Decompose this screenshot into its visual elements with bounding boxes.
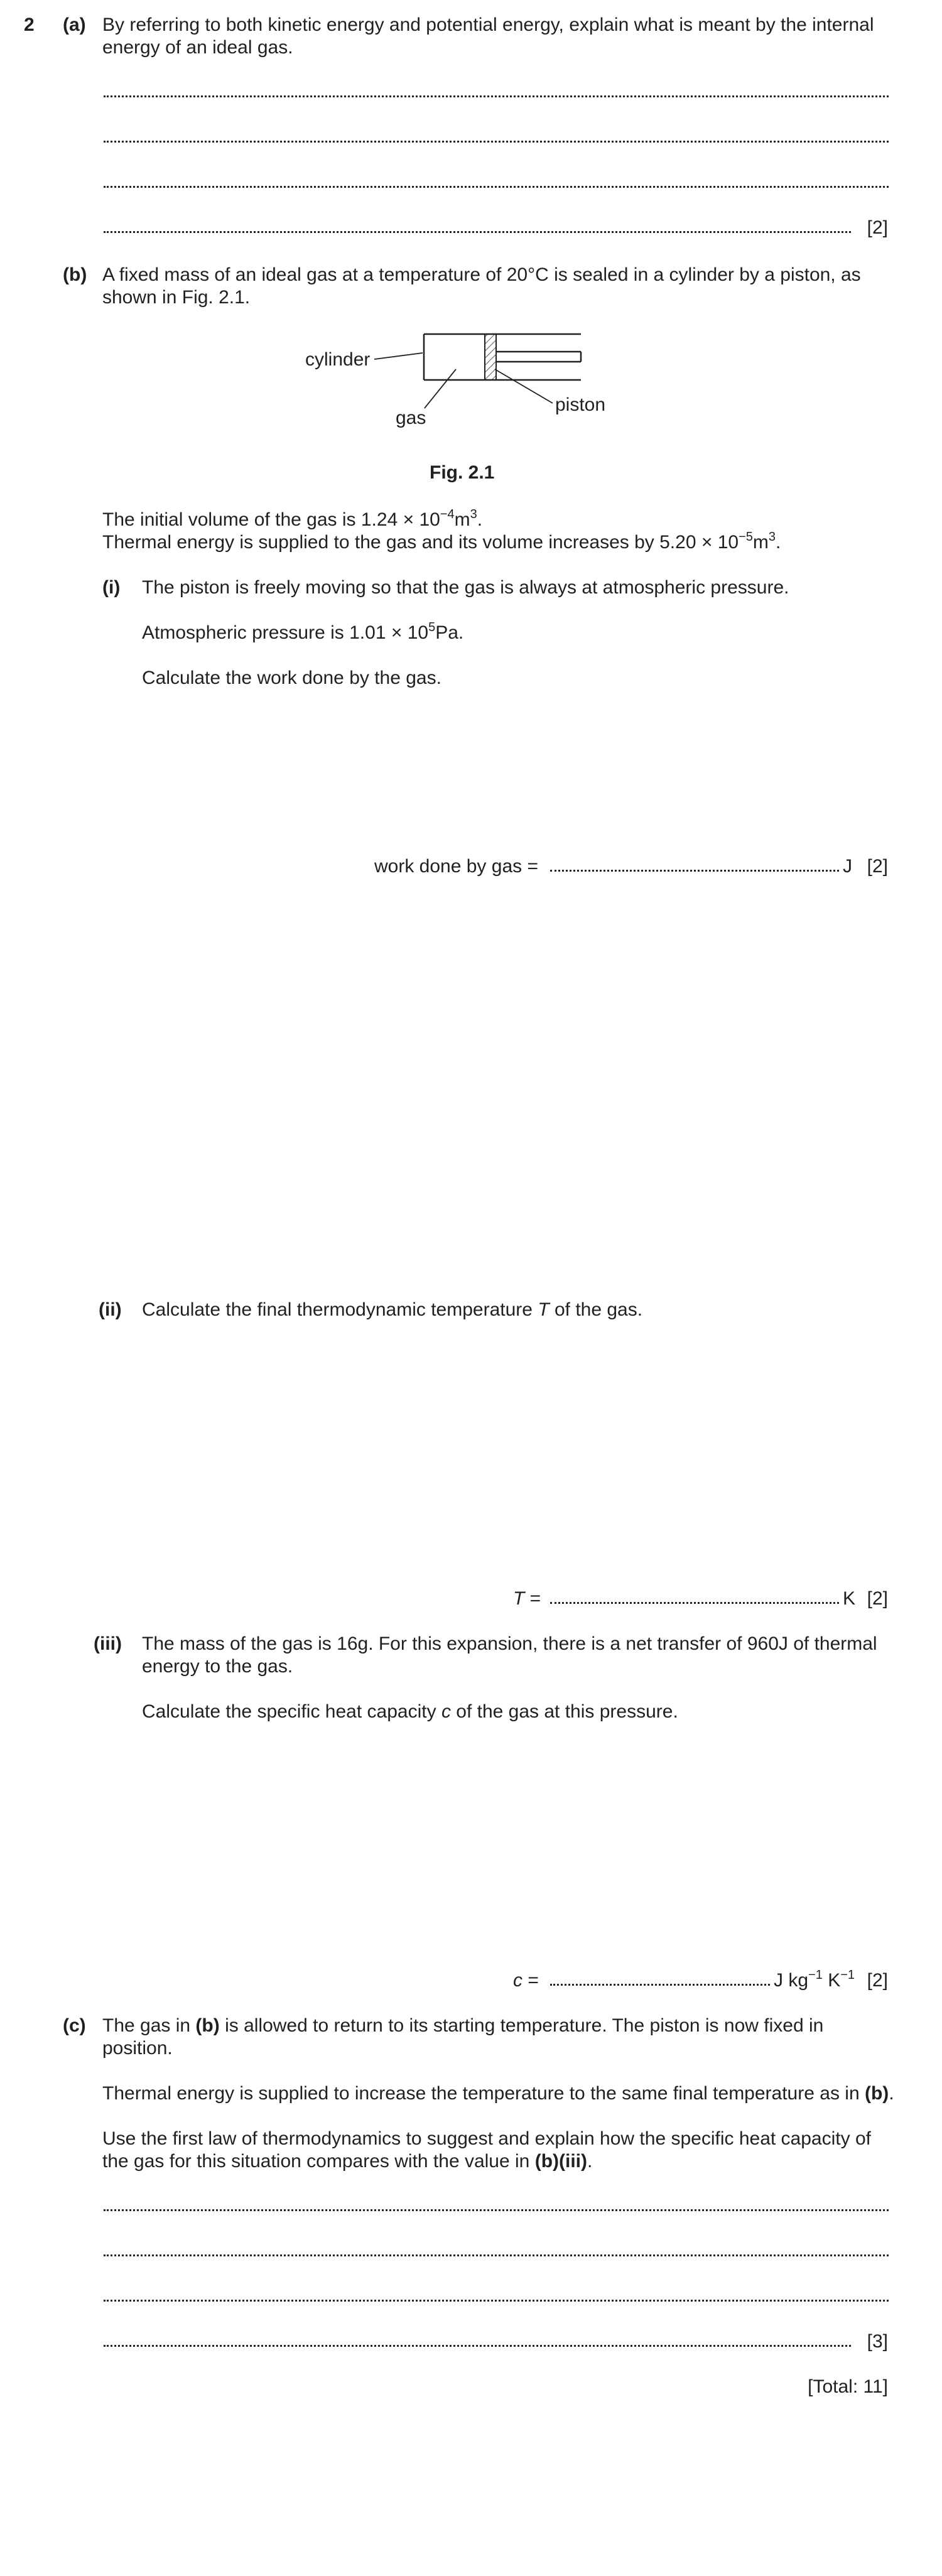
- answer-line-a4[interactable]: [104, 231, 851, 233]
- answer-line-c3[interactable]: [104, 2300, 889, 2302]
- answer-line-c4[interactable]: [104, 2345, 851, 2347]
- figure-caption: Fig. 2.1: [430, 462, 495, 483]
- answer-line-c2[interactable]: [104, 2254, 889, 2256]
- sub-iii-answer-line[interactable]: [550, 1984, 770, 1986]
- sub-iii-calc-text: Calculate the specific heat capacity c of the gas at this pressure.: [142, 1701, 678, 1722]
- answer-line-c1[interactable]: [104, 2209, 889, 2211]
- part-a-text-line2: energy of an ideal gas.: [102, 37, 293, 58]
- part-c-para2: Thermal energy is supplied to increase the temperature to the same final temperature as in (b).: [102, 2083, 894, 2104]
- question-number: 2: [24, 14, 35, 35]
- answer-line-a1[interactable]: [104, 95, 889, 97]
- sub-ii-answer-line[interactable]: [550, 1602, 839, 1604]
- answer-line-a2[interactable]: [104, 141, 889, 143]
- label-gas: gas: [396, 408, 426, 428]
- sub-iii-label: (iii): [94, 1633, 122, 1654]
- volume-increase-text: Thermal energy is supplied to the gas and its volume increases by $5.20 \times 10^{-5}m^3$.: [102, 530, 781, 553]
- fig-2-1-diagram: [289, 327, 628, 440]
- sub-iii-answer-label: c =: [513, 1970, 539, 1991]
- answer-line-a3[interactable]: [104, 186, 889, 188]
- sub-i-text3: Calculate the work done by the gas.: [142, 668, 441, 688]
- sub-i-marks: [2]: [867, 856, 888, 877]
- part-c-label: (c): [63, 2015, 86, 2036]
- label-cylinder: cylinder: [305, 349, 371, 370]
- part-c-line1: The gas in (b) is allowed to return to its starting temperature. The piston is now fixed in: [102, 2015, 824, 2036]
- part-a-marks: [2]: [867, 217, 888, 238]
- piston-head: [485, 334, 496, 380]
- sub-i-answer-label: work done by gas =: [374, 856, 538, 877]
- part-b-text-line1: A fixed mass of an ideal gas at a temperature of 20°C is sealed in a cylinder by a piston, as: [102, 264, 861, 285]
- sub-i-label: (i): [102, 577, 121, 598]
- sub-iii-answer-unit: J $kg^{-1}$ $K^{-1}$: [774, 1968, 855, 1991]
- part-c-para3-line2: the gas for this situation compares with the value in (b)(iii).: [102, 2151, 593, 2172]
- part-b-text-line2: shown in Fig. 2.1.: [102, 287, 251, 308]
- cylinder-leader-line: [374, 353, 423, 359]
- part-b-label: (b): [63, 264, 87, 285]
- sub-i-pressure: Atmospheric pressure is $1.01 \times 10^5Pa$.: [142, 620, 464, 643]
- part-c-para3-line1: Use the first law of thermodynamics to suggest and explain how the specific heat capacity of: [102, 2128, 871, 2149]
- label-piston: piston: [555, 394, 606, 415]
- sub-ii-answer-unit: K: [843, 1588, 856, 1609]
- sub-iii-text-line2: energy to the gas.: [142, 1656, 293, 1677]
- sub-ii-answer-label: T =: [513, 1588, 541, 1609]
- piston-rod: [496, 352, 581, 362]
- sub-iii-marks: [2]: [867, 1970, 888, 1991]
- sub-ii-text: Calculate the final thermodynamic temperature T of the gas.: [142, 1299, 643, 1320]
- piston-leader-line: [495, 369, 553, 403]
- sub-ii-label: (ii): [99, 1299, 122, 1320]
- sub-i-answer-line[interactable]: [550, 870, 839, 872]
- part-c-line2: position.: [102, 2038, 173, 2059]
- part-c-marks: [3]: [867, 2331, 888, 2352]
- sub-i-answer-unit: J: [843, 856, 852, 877]
- part-a-text-line1: By referring to both kinetic energy and potential energy, explain what is meant by the internal: [102, 14, 874, 35]
- total-marks: [Total: 11]: [808, 2376, 888, 2397]
- sub-ii-marks: [2]: [867, 1588, 888, 1609]
- gas-leader-line: [425, 369, 456, 408]
- sub-iii-text-line1: The mass of the gas is 16g. For this expansion, there is a net transfer of 960J of thermal: [142, 1633, 877, 1654]
- part-a-label: (a): [63, 14, 86, 35]
- sub-i-text1: The piston is freely moving so that the gas is always at atmospheric pressure.: [142, 577, 789, 598]
- initial-volume-text: The initial volume of the gas is $1.24 \times 10^{-4}m^3$.: [102, 507, 483, 530]
